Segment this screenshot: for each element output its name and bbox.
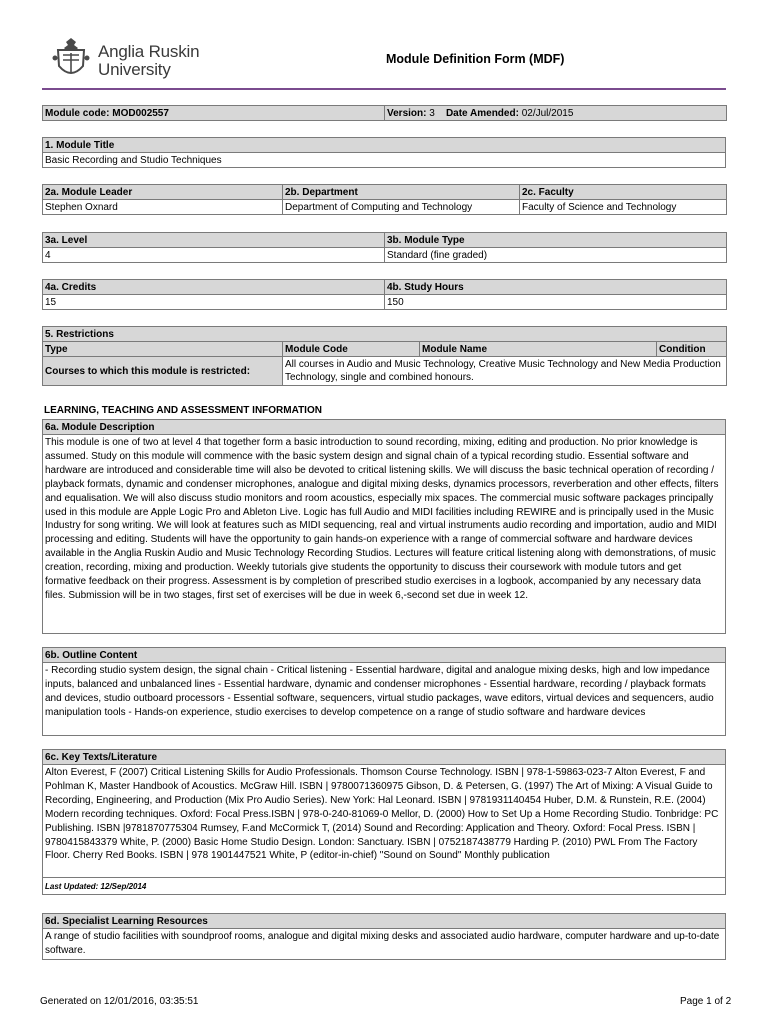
study-hours-value: 150 bbox=[385, 295, 727, 310]
faculty-header: 2c. Faculty bbox=[520, 185, 727, 200]
restrictions-header: 5. Restrictions bbox=[43, 327, 727, 342]
module-code-cell bbox=[43, 106, 385, 121]
version-value: 3 bbox=[429, 107, 435, 119]
module-info-table bbox=[42, 105, 727, 121]
key-texts-table bbox=[42, 749, 726, 895]
restrictions-col-condition: Condition bbox=[657, 342, 727, 357]
specialist-resources-header: 6d. Specialist Learning Resources bbox=[43, 914, 726, 929]
module-type-value: Standard (fine graded) bbox=[385, 248, 727, 263]
restrictions-row-value: All courses in Audio and Music Technology, Creative Music Technology and New Media Production Technology, single and combined honours. bbox=[283, 357, 727, 386]
outline-content-header: 6b. Outline Content bbox=[43, 648, 726, 663]
leader-dept-faculty-table bbox=[42, 184, 727, 215]
brand-line-1: Anglia Ruskin bbox=[98, 42, 200, 61]
module-leader-value: Stephen Oxnard bbox=[43, 200, 283, 215]
credits-header: 4a. Credits bbox=[43, 280, 385, 295]
specialist-resources-table bbox=[42, 913, 726, 960]
level-header: 3a. Level bbox=[43, 233, 385, 248]
module-title-value: Basic Recording and Studio Techniques bbox=[43, 153, 726, 168]
specialist-resources-body: A range of studio facilities with soundproof rooms, analogue and digital mixing desks and associated audio hardware, computer hardware and up-to-date software. bbox=[43, 929, 726, 960]
restrictions-col-code: Module Code bbox=[283, 342, 420, 357]
last-updated-note: Last Updated: 12/Sep/2014 bbox=[43, 878, 726, 895]
department-header: 2b. Department bbox=[283, 185, 520, 200]
module-code-label: Module code: bbox=[45, 107, 110, 119]
module-title-table bbox=[42, 137, 726, 168]
key-texts-body: Alton Everest, F (2007) Critical Listening Skills for Audio Professionals. Thomson Course Technology. ISBN | 978-1-59863-023-7 Alton Everest, F and Pohlman K, Master Handbook of Acoustics. McGraw Hill. ISBN | 9780071360975 Gibson, D. & Petersen, G. (1997) The Art of Mixing: A Visual Guide to Recording, Engineering, and Production (Mix Pro Audio Series). New York: Hal Leonard. ISBN | 9781931140454 Huber, D.M. & Runstein, R.E. (2004) Modern recording techniques. Oxford: Focal Press.ISBN | 978-0-240-81069-0 Mellor, D. (2000) How to Set Up a Home Recording Studio. Tonbridge: PC Publishing. ISBN |9781870775304 Rumsey, F.and McCormick T, (2014) Sound and Recording: Application and Theory. Oxford: Focal Press. ISBN | 9780415843379 White, P. (2000) Basic Home Studio Design. London: Sanctuary. ISBN | 0752187438779 Harding P. (2010) PWL From The Factory Floor. Cherry Red Books. ISBN | 978 1901447521 White, P (editor-in-chief) "Sound on Sound" Monthly publication bbox=[43, 765, 726, 878]
module-description-body: This module is one of two at level 4 that together form a basic introduction to sound recording, mixing, editing and production. No prior knowledge is assumed. Study on this module will commence with the basic system design and signal chain of a typical recording studio. Essential software and hardware are introduced and considerable time will also be devoted to critical listening skills. We will discuss the basic technical operation of recording / playback formats, dynamic and condenser microphones, analogue and digital mixing desks, dynamics processors, reverberation and other effects, filters and equalisation. We will also discuss studio monitors and room acoustics, especially mix spaces. The commercial music software packages principally used in this module are Apple Logic Pro and Ableton Live. Logic has full Audio and MIDI facilities including REWIRE and is principally used in the Music Industry for song writing. We will look at features such as MIDI sequencing, real and virtual instruments audio recording and importation, audio and MIDI processing and editing. Students will have the opportunity to gain hands-on experience with a range of commercial software and hardware devices available in the Anglia Ruskin Audio and Music Technology Recording Studios. Lectures will feature critical listening along with demonstrations, of music creation, recording, mixing and production. Weekly tutorials give students the opportunity to discuss their coursework with module tutors and get formative feedback on their progress. Assessment is by completion of prescribed studio exercises in a logbook, accompanied by any necessary data files. Submission will be in two stages, first set of exercises will be due in week 6,-second set due in week 12. bbox=[43, 435, 726, 634]
outline-content-table bbox=[42, 647, 726, 736]
key-texts-header: 6c. Key Texts/Literature bbox=[43, 750, 726, 765]
version-label: Version: bbox=[387, 107, 427, 119]
date-amended-value: 02/Jul/2015 bbox=[521, 107, 574, 119]
generated-timestamp: Generated on 12/01/2016, 03:35:51 bbox=[40, 996, 199, 1007]
study-hours-header: 4b. Study Hours bbox=[385, 280, 727, 295]
brand-line-2: University bbox=[98, 60, 171, 79]
restrictions-col-name: Module Name bbox=[420, 342, 657, 357]
department-value: Department of Computing and Technology bbox=[283, 200, 520, 215]
credits-hours-table bbox=[42, 279, 727, 310]
module-leader-header: 2a. Module Leader bbox=[43, 185, 283, 200]
outline-content-body: - Recording studio system design, the signal chain - Critical listening - Essential hardware, digital and analogue mixing desks, high and low impedance inputs, balanced and unbalanced lines - Essential hardware, dynamic and condenser microphones - Essential hardware, recording / playback formats and devices, studio outboard processors - Essential software, sequencers, virtual studio packages, wave editors, virtual devices and sequencers, audio manipulation tools - Hands-on experience, studio exercises to develop competence on a range of studio software and hardware devices bbox=[43, 663, 726, 736]
lta-heading: LEARNING, TEACHING AND ASSESSMENT INFORMATION bbox=[44, 405, 322, 416]
page-number: Page 1 of 2 bbox=[680, 996, 732, 1007]
level-value: 4 bbox=[43, 248, 385, 263]
restrictions-col-type: Type bbox=[43, 342, 283, 357]
header-rule bbox=[42, 88, 726, 90]
module-title-header: 1. Module Title bbox=[43, 138, 726, 153]
university-logo bbox=[52, 36, 252, 82]
university-crest-icon bbox=[52, 36, 90, 82]
level-type-table bbox=[42, 232, 727, 263]
faculty-value: Faculty of Science and Technology bbox=[520, 200, 727, 215]
version-date-cell bbox=[385, 106, 727, 121]
module-description-header: 6a. Module Description bbox=[43, 420, 726, 435]
module-description-table bbox=[42, 419, 726, 634]
credits-value: 15 bbox=[43, 295, 385, 310]
restrictions-row-label: Courses to which this module is restricted: bbox=[43, 357, 283, 386]
module-code-value: MOD002557 bbox=[112, 107, 169, 119]
form-title: Module Definition Form (MDF) bbox=[386, 52, 565, 66]
date-amended-label: Date Amended: bbox=[445, 107, 519, 119]
restrictions-table bbox=[42, 326, 727, 386]
module-type-header: 3b. Module Type bbox=[385, 233, 727, 248]
